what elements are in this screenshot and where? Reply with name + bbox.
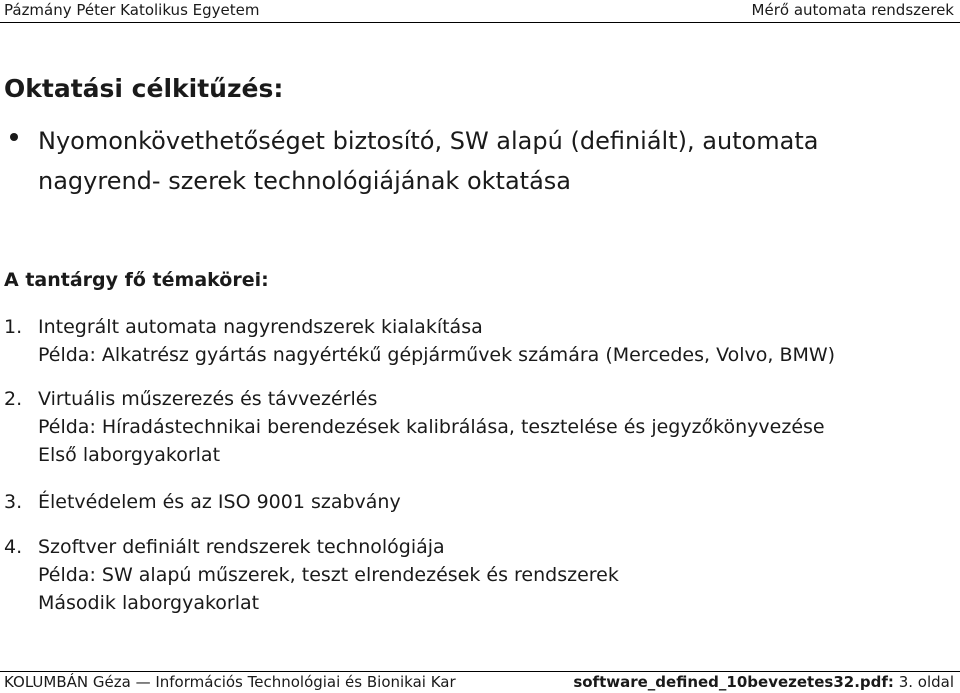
- bullet-icon: [10, 133, 18, 141]
- section-title-objectives: Oktatási célkitűzés:: [4, 74, 284, 103]
- topic-number: 4.: [4, 536, 23, 558]
- topic-item-1: [4, 313, 835, 369]
- topic-title: Szoftver definiált rendszerek technológiája: [38, 536, 445, 558]
- header-institution: Pázmány Péter Katolikus Egyetem: [4, 1, 260, 19]
- topic-item-3: [4, 488, 401, 516]
- page-footer: [0, 672, 960, 693]
- page-header: [0, 0, 960, 22]
- topic-item-2: [4, 385, 825, 469]
- footer-author: KOLUMBÁN Géza — Információs Technológiai és Bionikai Kar: [4, 673, 456, 691]
- topic-detail: Példa: SW alapú műszerek, teszt elrendezések és rendszerek: [38, 564, 619, 586]
- topic-detail: Példa: Alkatrész gyártás nagyértékű gépjárművek számára (Mercedes, Volvo, BMW): [38, 344, 836, 366]
- topic-number: 1.: [4, 316, 23, 338]
- topic-number: 2.: [4, 388, 23, 410]
- header-course-title: Mérő automata rendszerek: [751, 1, 954, 19]
- topic-item-4: [4, 533, 619, 617]
- header-rule: [0, 22, 960, 23]
- objective-bullet-text: Nyomonkövethetőséget biztosító, SW alapú (definiált), automata nagyrend- szerek technológiájának oktatása: [38, 127, 819, 195]
- footer-filename: software_defined_10bevezetes32.pdf:: [573, 673, 894, 691]
- topic-title: Életvédelem és az ISO 9001 szabvány: [38, 491, 401, 513]
- section-title-topics: A tantárgy fő témakörei:: [4, 269, 269, 291]
- footer-page-info: [573, 672, 954, 693]
- topic-detail: Első laborgyakorlat: [38, 444, 221, 466]
- topic-title: Integrált automata nagyrendszerek kialakítása: [38, 316, 483, 338]
- topic-title: Virtuális műszerezés és távvezérlés: [38, 388, 378, 410]
- topic-number: 3.: [4, 491, 23, 513]
- footer-page-number: 3. oldal: [898, 673, 954, 691]
- topic-detail: Második laborgyakorlat: [38, 592, 260, 614]
- topic-detail: Példa: Híradástechnikai berendezések kalibrálása, tesztelése és jegyzőkönyvezése: [38, 416, 825, 438]
